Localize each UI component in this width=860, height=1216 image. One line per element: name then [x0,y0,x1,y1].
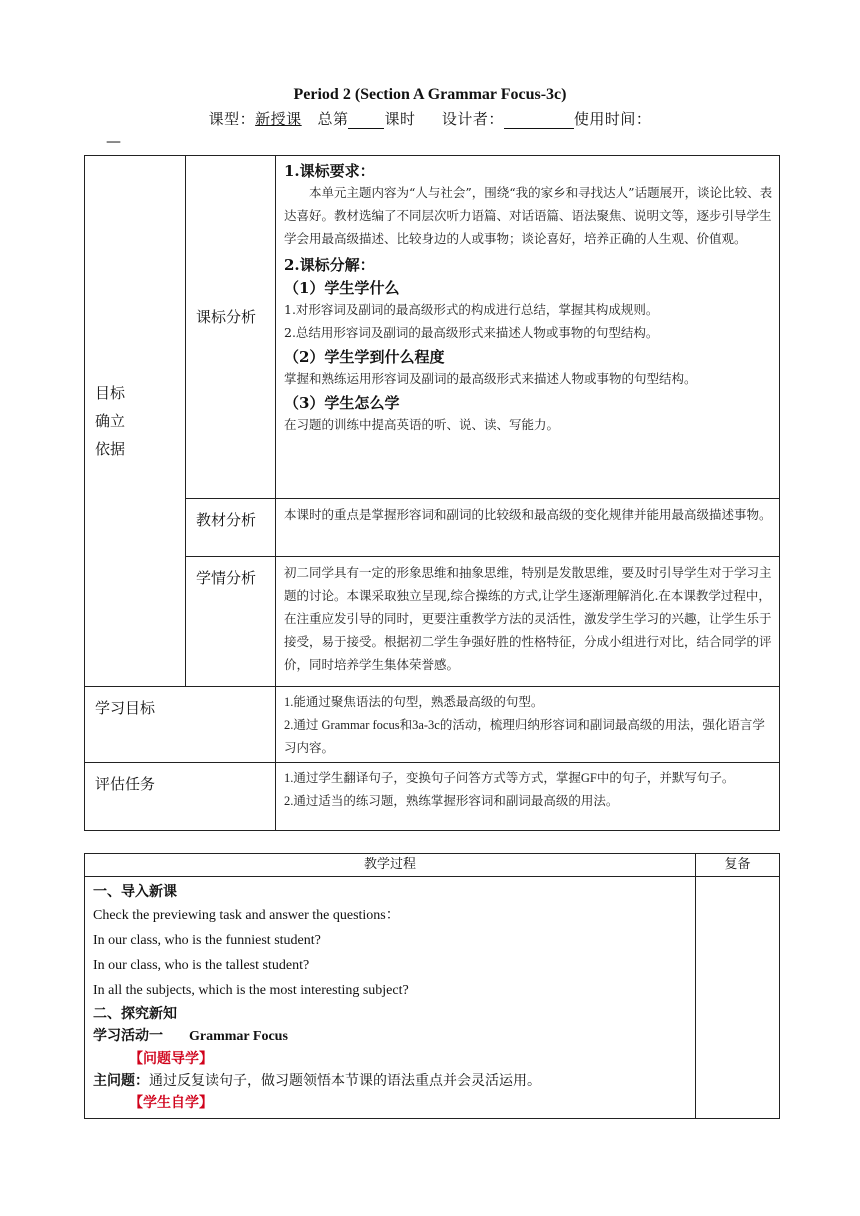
what-to-learn-item-1: 1.对形容词及副词的最高级形式的构成进行总结，掌握其构成规则。 [284,302,659,317]
section-explore-heading: 二、探究新知 [93,1006,177,1022]
teaching-process-content [85,877,696,1119]
self-study-tag: 【学生自学】 [129,1095,213,1111]
total-label: 总第 [317,110,349,128]
learning-level-heading: （2）学生学到什么程度 [284,348,445,366]
process-line-3: In our class, who is the tallest student? [93,958,310,973]
curriculum-breakdown-heading: 2.课标分解： [284,256,375,274]
review-header: 复备 [696,854,780,877]
total-blank [348,114,384,129]
how-to-learn-text: 在习题的训练中提高英语的听、说、读、写能力。 [284,417,560,432]
textbook-analysis-content [276,499,780,557]
designer-label: 设计者： [441,110,504,128]
curriculum-req-heading: 1.课标要求： [284,162,375,180]
assessment-tasks-content [276,763,780,831]
use-time-label: 使用时间： [573,110,652,128]
assessment-item-2: 2.通过适当的练习题，熟练掌握形容词和副词最高级的用法。 [284,794,619,808]
textbook-analysis-text: 本课时的重点是掌握形容词和副词的比较级和最高级的变化规律并能用最高级描述事物。 [284,507,772,522]
question-guide-tag: 【问题导学】 [129,1051,213,1067]
curriculum-req-text: 本单元主题内容为“人与社会”，围绕“我的家乡和寻找达人”话题展开，谈论比较、表达喜好。教材选编了不同层次听力语篇、对话语篇、语法聚焦、说明文等，逐步引导学生学会用最高级描述、比较身边的人或事物；谈论喜好，培养正确的人生观、价值观。 [284,185,773,246]
process-line-1: Check the previewing task and answer the questions： [93,908,400,923]
main-question-text: 通过反复读句子，做习题领悟本节课的语法重点并会灵活运用。 [149,1073,541,1089]
activity-label: 学习活动一 [93,1028,163,1044]
textbook-analysis-label: 教材分析 [186,499,276,557]
how-to-learn-heading: （3）学生怎么学 [284,394,400,412]
period-label: 课时 [384,110,416,128]
what-to-learn-heading: （1）学生学什么 [284,279,400,297]
curriculum-analysis-label: 课标分析 [186,156,276,499]
learner-analysis-text: 初二同学具有一定的形象思维和抽象思维，特别是发散思维，要及时引导学生对于学习主题的讨论。本课采取独立呈现,综合操练的方式,让学生逐渐理解消化.在本课教学过程中，在注重应发引导的同时，更要注重教学方法的灵活性，激发学生学习的兴趣，让学生乐于接受，易于接受。根据初二学生争强好胜的性格特征，分成小组进行对比，结合同学的评价，同时培养学生集体荣誉感。 [284,565,772,672]
learning-objectives-label: 学习目标 [85,687,276,763]
lesson-type-value: 新授课 [255,110,302,128]
main-question [93,1070,689,1092]
goal-table [84,155,780,831]
goal-basis-label: 目标 确立 依据 [85,156,186,687]
activity-heading [93,1025,689,1048]
assessment-item-1: 1.通过学生翻译句子，变换句子问答方式等方式，掌握GF中的句子，并默写句子。 [284,771,735,785]
dash-mark: — [106,132,121,150]
teaching-process-table [84,853,780,1119]
lesson-meta-line [0,108,860,129]
teaching-process-header: 教学过程 [85,854,696,877]
objective-item-1: 1.能通过聚焦语法的句型，熟悉最高级的句型。 [284,695,544,709]
learning-objectives-content [276,687,780,763]
designer-blank [504,114,574,129]
learner-analysis-label: 学情分析 [186,557,276,687]
learner-analysis-content [276,557,780,687]
section-intro-heading: 一、导入新课 [93,884,177,900]
objective-item-2: 2.通过 Grammar focus和3a-3c的活动，梳理归纳形容词和副词最高级的用法，强化语言学习内容。 [284,718,765,755]
review-column-cell [696,877,780,1119]
lesson-type-label: 课型： [208,110,256,128]
main-question-label: 主问题： [93,1073,149,1089]
what-to-learn-item-2: 2.总结用形容词及副词的最高级形式来描述人物或事物的句型结构。 [284,325,659,340]
curriculum-analysis-content [276,156,780,499]
process-line-2: In our class, who is the funniest student? [93,933,321,948]
learning-level-text: 掌握和熟练运用形容词及副词的最高级形式来描述人物或事物的句型结构。 [284,371,697,386]
activity-name: Grammar Focus [189,1029,288,1044]
page-title: Period 2 (Section A Grammar Focus-3c) [293,86,567,103]
process-line-4: In all the subjects, which is the most interesting subject? [93,983,409,998]
assessment-tasks-label: 评估任务 [85,763,276,831]
